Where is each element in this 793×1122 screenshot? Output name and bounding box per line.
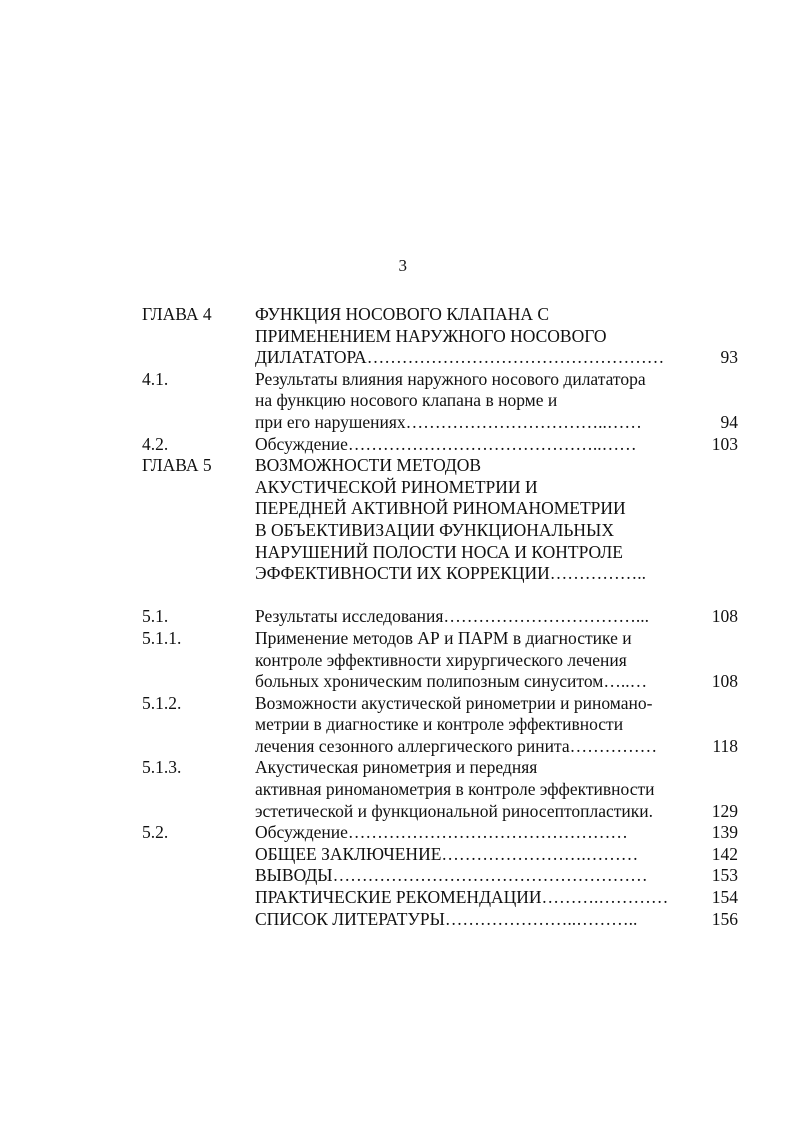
toc-entry-page: 108 [711, 671, 738, 692]
toc-entry-number [142, 887, 255, 909]
toc-entry-title-line [255, 585, 696, 607]
toc-entry [142, 909, 738, 931]
toc-entry-page: 142 [711, 843, 738, 864]
toc-entry-title-line: Акустическая ринометрия и передняя [255, 757, 538, 778]
toc-entry-number [142, 865, 255, 887]
toc-entry-number: 5.2. [142, 822, 169, 843]
toc-entry-title [255, 844, 696, 866]
toc-entry-title-line: ПЕРЕДНЕЙ АКТИВНОЙ РИНОМАНОМЕТРИИ [255, 498, 626, 519]
toc-entry-page: 154 [711, 887, 738, 908]
toc-entry-title-line: ПРАКТИЧЕСКИЕ РЕКОМЕНДАЦИИ……….………… [255, 887, 669, 908]
toc-entry [142, 628, 738, 693]
toc-entry-title [255, 434, 696, 456]
toc-entry-page: 108 [711, 606, 738, 627]
toc-entry [142, 887, 738, 909]
toc-entry-title-line: В ОБЪЕКТИВИЗАЦИИ ФУНКЦИОНАЛЬНЫХ [255, 519, 614, 540]
toc-entry [142, 369, 738, 434]
toc-entry-title-line: Обсуждение……………………………………..…… [255, 433, 637, 454]
toc-entry-page: 93 [720, 347, 738, 368]
toc-entry-title-line: ВЫВОДЫ……………………………………………… [255, 865, 648, 886]
toc-entry-title [255, 757, 696, 822]
toc-entry-title-line: СПИСОК ЛИТЕРАТУРЫ…………………..……….. [255, 908, 638, 929]
toc-entry-title [255, 865, 696, 887]
toc-entry-number: 5.1.3. [142, 757, 182, 778]
toc-entry [142, 304, 738, 369]
toc-entry-title-line: при его нарушениях……………………………..…… [255, 411, 642, 432]
toc-entry-title-line: лечения сезонного аллергического ринита…………… [255, 735, 658, 756]
toc-entry [142, 844, 738, 866]
toc-entry-title [255, 822, 696, 844]
toc-entry-title-line: метрии в диагностике и контроле эффективности [255, 714, 624, 735]
toc-entry-number: 5.1.2. [142, 692, 182, 713]
toc-entry-title [255, 606, 696, 628]
toc-entry-page: 153 [711, 865, 738, 886]
table-of-contents [142, 304, 738, 930]
toc-entry-number [142, 909, 255, 931]
toc-entry-page: 129 [711, 800, 738, 821]
toc-entry-title-line: Применение методов АР и ПАРМ в диагностике и [255, 627, 632, 648]
toc-entry-title-line: ПРИМЕНЕНИЕМ НАРУЖНОГО НОСОВОГО [255, 325, 607, 346]
toc-entry-page: 139 [711, 822, 738, 843]
page-number: 3 [398, 256, 408, 275]
toc-entry-title [255, 887, 696, 909]
toc-entry-title [255, 369, 696, 434]
toc-entry-title-line: Возможности акустической ринометрии и риномано- [255, 692, 653, 713]
toc-entry [142, 455, 738, 606]
toc-entry-title-line: активная риноманометрия в контроле эффективности [255, 779, 655, 800]
toc-entry-number: ГЛАВА 4 [142, 304, 212, 324]
toc-entry-title-line: Результаты влияния наружного носового дилататора [255, 368, 646, 389]
toc-entry-title-line: на функцию носового клапана в норме и [255, 390, 558, 411]
toc-entry-title-line: Обсуждение………………………………………… [255, 822, 628, 843]
toc-entry-title-line: контроле эффективности хирургического лечения [255, 649, 627, 670]
toc-entry-number: 5.1.1. [142, 627, 182, 648]
toc-entry-title-line: ВОЗМОЖНОСТИ МЕТОДОВ [255, 455, 482, 476]
toc-entry-title-line: эстетической и функциональной риносептопластики. [255, 800, 654, 821]
toc-entry-title [255, 628, 696, 693]
toc-entry-number: 4.2. [142, 433, 169, 454]
toc-entry-title-line: ОБЩЕЕ ЗАКЛЮЧЕНИЕ…………………….……… [255, 843, 639, 864]
toc-entry [142, 693, 738, 758]
toc-entry-title [255, 304, 696, 369]
toc-entry-title-line: АКУСТИЧЕСКОЙ РИНОМЕТРИИ И [255, 476, 538, 497]
toc-entry [142, 606, 738, 628]
toc-entry-page: 118 [712, 735, 738, 756]
toc-entry-title [255, 693, 696, 758]
toc-entry-page: 103 [711, 433, 738, 454]
toc-entry-title-line: НАРУШЕНИЙ ПОЛОСТИ НОСА И КОНТРОЛЕ [255, 541, 623, 562]
toc-entry-page: 94 [720, 411, 738, 432]
toc-entry [142, 822, 738, 844]
toc-entry-title-line: ДИЛАТАТОРА…………………………………………… [255, 347, 665, 368]
toc-entry-number: 4.1. [142, 368, 169, 389]
toc-entry [142, 757, 738, 822]
toc-entry-title-line: больных хроническим полипозным синуситом…..… [255, 671, 648, 692]
toc-entry-number: ГЛАВА 5 [142, 455, 212, 476]
toc-entry-number: 5.1. [142, 606, 169, 627]
toc-entry-title-line: ФУНКЦИЯ НОСОВОГО КЛАПАНА С [255, 304, 550, 324]
toc-entry [142, 434, 738, 456]
toc-entry-title [255, 909, 696, 931]
toc-entry-title-line: ЭФФЕКТИВНОСТИ ИХ КОРРЕКЦИИ…………….. [255, 563, 647, 584]
toc-entry-page: 156 [711, 908, 738, 929]
toc-entry [142, 865, 738, 887]
toc-entry-title-line: Результаты исследования……………………………... [255, 606, 650, 627]
toc-entry-title [255, 455, 696, 606]
toc-entry-number [142, 844, 255, 866]
